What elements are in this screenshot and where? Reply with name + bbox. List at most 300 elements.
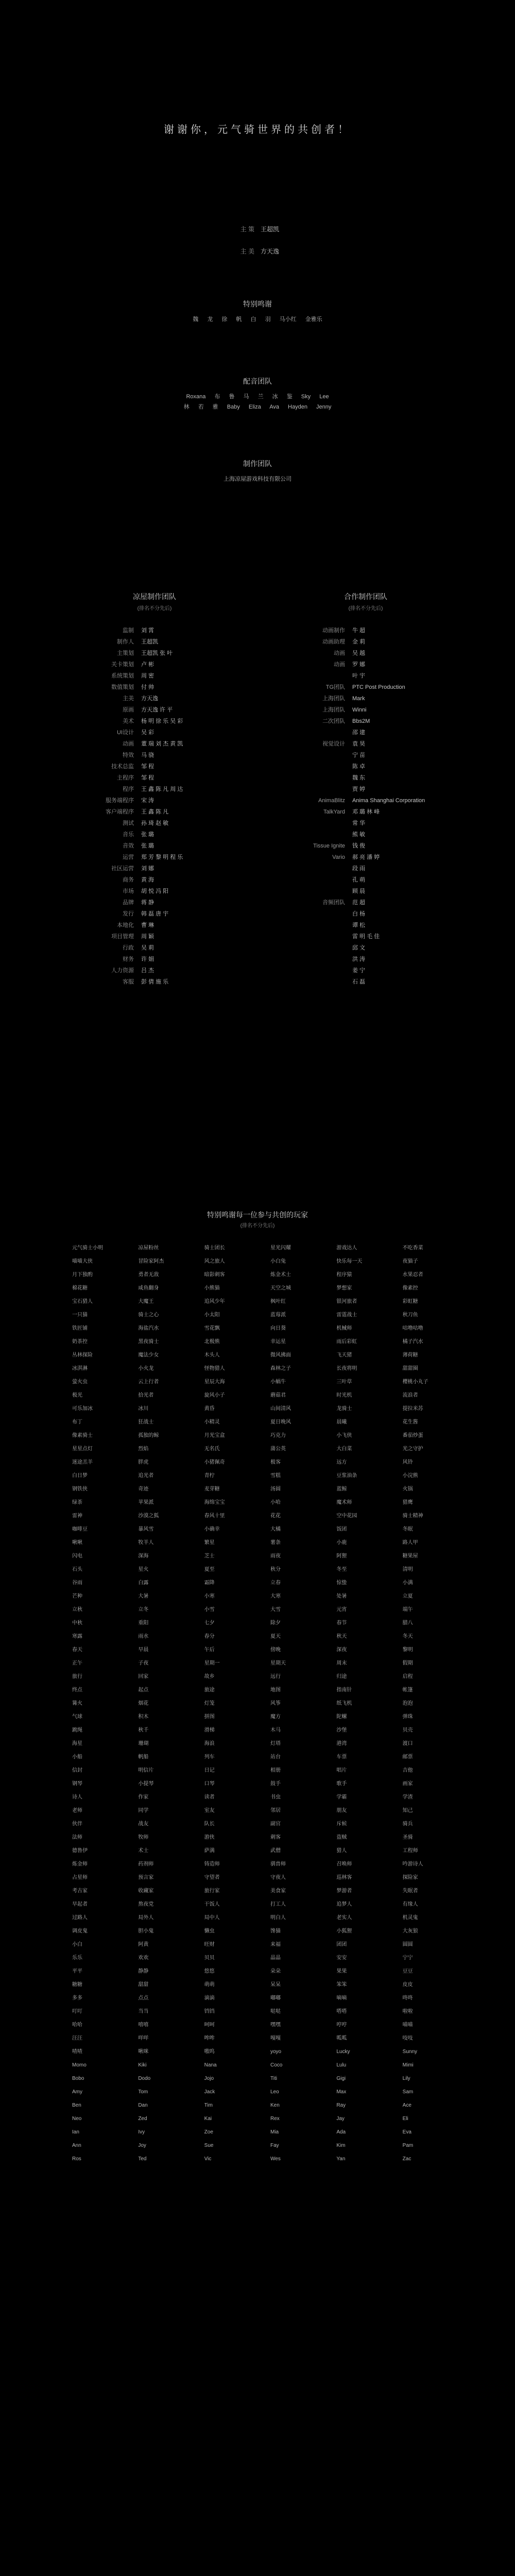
player-name: 滴滴	[204, 1995, 215, 2001]
credit-role: 音乐	[123, 832, 134, 838]
player-name: 啾啾	[72, 1540, 82, 1546]
player-name: 霜降	[204, 1580, 215, 1586]
player-name: 小船	[72, 1754, 82, 1760]
credit-role	[268, 670, 352, 682]
thanks-name: 马小红	[279, 316, 297, 323]
credit-role	[268, 761, 352, 772]
credit-row	[57, 840, 252, 852]
voice-name: 马 兰	[243, 394, 264, 400]
credit-role: 关卡策划	[111, 662, 134, 668]
player-name: 打工人	[270, 1902, 286, 1907]
player-name: Mia	[270, 2129, 279, 2135]
credit-row	[57, 772, 252, 784]
voice-name: 冰 鉴	[272, 394, 293, 400]
player-name: 处暑	[336, 1594, 347, 1599]
player-name: 哈哈	[72, 2022, 82, 2028]
player-name: 启程	[402, 1674, 413, 1680]
player-name: 胆小鬼	[138, 1928, 154, 1934]
player-name: 薄荷糖	[402, 1352, 418, 1358]
player-name: 呆呆	[270, 1982, 281, 1988]
player-name: Dodo	[138, 2076, 151, 2081]
player-name: 欢欢	[138, 1955, 149, 1961]
player-name: Ian	[72, 2129, 79, 2135]
player-name: 失眠者	[402, 1888, 418, 1894]
credit-row	[57, 897, 252, 908]
credit-names: 王超凯	[141, 639, 158, 645]
player-name: 预言家	[138, 1875, 154, 1880]
player-name: 星光闪耀	[270, 1245, 291, 1251]
credit-role: UI设计	[117, 730, 134, 736]
player-name: 知己	[402, 1808, 413, 1814]
player-name: 快乐每一天	[336, 1259, 363, 1264]
credit-row	[57, 852, 252, 863]
player-name: 绿茶	[72, 1500, 82, 1505]
player-name: Vic	[204, 2156, 212, 2162]
player-name: 蓝莓派	[270, 1312, 286, 1318]
lead-role: 主 美	[240, 248, 254, 255]
credit-row	[57, 965, 252, 976]
player-name: 哞哞	[204, 2036, 215, 2041]
credit-names: 魏 东	[352, 775, 366, 781]
player-name: Eli	[402, 2116, 408, 2122]
player-name: Jay	[336, 2116, 345, 2122]
credit-role: 原画	[123, 707, 134, 713]
player-name: 钢铁侠	[72, 1486, 88, 1492]
player-name: 邮票	[402, 1754, 413, 1760]
player-name: 蓝鲸	[336, 1486, 347, 1492]
player-name: 路人甲	[402, 1540, 418, 1546]
credit-row	[268, 954, 464, 965]
credit-role: 制作人	[117, 639, 134, 645]
credit-names: 叶 宇	[352, 673, 366, 679]
player-name: 日记	[204, 1768, 215, 1773]
player-name: Kiki	[138, 2062, 147, 2068]
player-name: Jack	[204, 2089, 215, 2095]
credit-row	[57, 716, 252, 727]
player-name: 馋猫	[270, 1928, 281, 1934]
credit-role: 本地化	[117, 922, 134, 928]
credit-role: 音频团队	[322, 900, 345, 906]
player-name: 积木	[138, 1714, 149, 1720]
player-name: 咩咩	[138, 2036, 149, 2041]
player-name: 空中花园	[336, 1513, 357, 1519]
player-name: Ray	[336, 2103, 346, 2108]
player-name: 珊瑚	[138, 1741, 149, 1747]
player-name: 不吃香菜	[402, 1245, 423, 1251]
credit-row	[268, 772, 464, 784]
player-name: 口琴	[204, 1781, 215, 1787]
player-name: 烈焰	[138, 1446, 149, 1452]
player-name: 故乡	[204, 1674, 215, 1680]
player-name: 占星师	[72, 1875, 88, 1880]
player-name: 安安	[336, 1955, 347, 1961]
player-name: 追光者	[138, 1473, 154, 1479]
player-name: 腊八	[402, 1620, 413, 1626]
player-name: 药剂师	[138, 1861, 154, 1867]
player-name: 风筝	[270, 1701, 281, 1706]
credit-names: 顾 晨	[352, 888, 366, 894]
player-name: 傍晚	[270, 1647, 281, 1653]
player-name: 守夜人	[270, 1875, 286, 1880]
player-name: 喳喳	[72, 2049, 82, 2055]
player-name: 车票	[336, 1754, 347, 1760]
player-name: 骑兵	[402, 1821, 413, 1827]
player-name: Mimi	[402, 2062, 414, 2068]
player-name: 火锅	[402, 1486, 413, 1492]
ext-team-title: 合作制作团队	[344, 592, 387, 601]
player-name: Max	[336, 2089, 347, 2095]
player-name: 嘻嘻	[138, 2022, 149, 2028]
player-name: 正午	[72, 1660, 82, 1666]
player-name: 干饭人	[204, 1902, 220, 1907]
credit-names: 邵 建	[352, 730, 366, 736]
credit-names: 张 璐	[141, 843, 154, 849]
credit-row	[57, 761, 252, 772]
player-name: 北极熊	[204, 1339, 220, 1345]
player-name: 大橘	[270, 1527, 281, 1532]
credit-row	[57, 727, 252, 738]
player-name: 刺客	[270, 1835, 281, 1840]
player-name: 邻居	[270, 1808, 281, 1814]
player-name: 嗒嗒	[336, 2009, 347, 2014]
player-name: 美食家	[270, 1888, 286, 1894]
player-name: 巡林客	[336, 1875, 352, 1880]
player-name: 小白	[72, 1942, 82, 1947]
credit-role	[268, 818, 352, 829]
player-name: 提拉米苏	[402, 1406, 423, 1412]
credit-names: Mark	[352, 696, 365, 702]
player-name: 嗷呜	[204, 2049, 215, 2055]
player-name: 春风十里	[204, 1513, 225, 1519]
player-name: 雨后彩虹	[336, 1339, 357, 1345]
player-name: Zac	[402, 2156, 411, 2162]
player-name: 早晨	[138, 1647, 149, 1653]
player-name: 豆豆	[402, 1969, 413, 1974]
player-name: 冰川	[138, 1406, 149, 1412]
thanks-name: 徐 帆	[221, 316, 242, 323]
player-name: 薯条	[270, 1540, 281, 1546]
player-name: 吉他	[402, 1768, 413, 1773]
player-name: 小雪	[204, 1607, 215, 1613]
player-name: 繁星	[204, 1540, 215, 1546]
player-name: 谷雨	[72, 1580, 82, 1586]
player-name: 点点	[138, 1995, 149, 2001]
player-name: 星期天	[270, 1660, 286, 1666]
credit-names: 周 颖	[141, 934, 154, 940]
credit-role: 服务端程序	[106, 798, 134, 804]
player-name: 芝士	[204, 1553, 215, 1559]
credit-role: 客服	[123, 979, 134, 985]
player-name: 雪花飘	[204, 1326, 220, 1331]
player-name: 铁匠铺	[72, 1326, 88, 1331]
player-name: 惊蛰	[336, 1580, 347, 1586]
credit-names: 贾 婷	[352, 786, 366, 792]
player-name: 追梦人	[336, 1902, 352, 1907]
player-name: 宁宁	[402, 1955, 413, 1961]
lead-row	[0, 247, 515, 256]
credit-role	[268, 965, 352, 976]
credit-role: 项目管理	[111, 934, 134, 940]
player-name: 站台	[270, 1754, 281, 1760]
player-name: 冬天	[402, 1634, 413, 1639]
player-name: 小飞侠	[336, 1433, 352, 1438]
player-name: 水果忍者	[402, 1272, 423, 1278]
player-name: 悠悠	[204, 1969, 215, 1974]
credit-row	[268, 693, 464, 704]
player-name: Ivy	[138, 2129, 145, 2135]
credit-role: 动画	[123, 741, 134, 747]
credit-names: 方天逸 许 平	[141, 707, 173, 713]
credit-names: 彭 倩 施 乐	[141, 979, 169, 985]
player-name: 队长	[204, 1821, 215, 1827]
player-name: 黄昏	[204, 1406, 215, 1412]
player-name: 牧师	[138, 1835, 149, 1840]
player-name: 微风拂面	[270, 1352, 291, 1358]
player-name: 冰淇淋	[72, 1366, 88, 1371]
player-name: 子夜	[138, 1660, 149, 1666]
player-name: 牧羊人	[138, 1540, 154, 1546]
player-name: 喵喵	[402, 2022, 413, 2028]
credit-names: 孙 琦 赵 敏	[141, 820, 169, 826]
credit-role: 社区运营	[111, 866, 134, 872]
player-name: 天空之城	[270, 1285, 291, 1291]
player-name: 夏日晚风	[270, 1419, 291, 1425]
player-name: 星星点灯	[72, 1446, 93, 1452]
player-name: 像素控	[402, 1285, 418, 1291]
player-name: 果果	[336, 1969, 347, 1974]
voice-team-title: 配音团队	[243, 377, 272, 385]
credit-names: 曹 琳	[141, 922, 154, 928]
player-name: 终点	[72, 1687, 82, 1693]
thanks-name: 魏 龙	[193, 316, 213, 323]
credit-names: 韩 磊 唐 宇	[141, 911, 169, 917]
player-name: 幸运星	[270, 1339, 286, 1345]
credit-role: Tissue Ignite	[313, 843, 345, 849]
player-name: 午后	[204, 1647, 215, 1653]
credit-row	[268, 636, 464, 648]
player-name: 咚咚	[402, 1995, 413, 2001]
credit-row	[268, 829, 464, 840]
player-name: Pam	[402, 2143, 414, 2148]
player-name: Amy	[72, 2089, 82, 2095]
player-name: 帐篷	[402, 1687, 413, 1693]
player-name: 多多	[72, 1995, 82, 2001]
credit-names: 雷 明 毛 佳	[352, 934, 380, 940]
player-name: 呵呵	[204, 2022, 215, 2028]
credit-names: 许 娟	[141, 956, 154, 962]
credit-role: 商务	[123, 877, 134, 883]
player-name: 滑梯	[204, 1727, 215, 1733]
player-name: 程序猿	[336, 1272, 352, 1278]
player-name: Ros	[72, 2156, 81, 2162]
player-name: 泡泡	[402, 1701, 413, 1706]
credit-names: 邹 程	[141, 764, 154, 770]
player-name: 黑夜骑士	[138, 1339, 159, 1345]
player-name: 深海	[138, 1553, 149, 1559]
voice-name: Eliza	[248, 404, 261, 410]
voice-name: 布 鲁	[214, 394, 235, 400]
voice-line-2	[0, 402, 515, 412]
player-name: 炼金师	[72, 1861, 88, 1867]
players-title: 特别鸣谢每一位参与共创的玩家	[207, 1211, 308, 1219]
player-name: 当当	[138, 2009, 149, 2014]
player-name: Lily	[402, 2076, 410, 2081]
player-name: 小提琴	[138, 1781, 154, 1787]
ext-team-column	[268, 591, 464, 988]
leads-block	[0, 222, 515, 259]
player-name: 游侠	[204, 1835, 215, 1840]
player-name: 夏至	[204, 1567, 215, 1572]
player-name: 冒险家阿杰	[138, 1259, 164, 1264]
player-name: 斥候	[336, 1821, 347, 1827]
player-name: 晨曦	[336, 1419, 347, 1425]
credit-names: 王 鑫 陈 凡	[141, 809, 169, 815]
player-name: 书虫	[270, 1794, 281, 1800]
credit-names: Winni	[352, 707, 367, 713]
player-name: 相册	[270, 1768, 281, 1773]
player-name: 云上行者	[138, 1379, 159, 1385]
player-name: 圆圆	[402, 1942, 413, 1947]
player-name: Bobo	[72, 2076, 84, 2081]
credit-row	[57, 908, 252, 920]
player-name: Kim	[336, 2143, 346, 2148]
production-company: 上海凉屋游戏科技有限公司	[224, 476, 291, 482]
credit-row	[57, 818, 252, 829]
player-name: 炼金术士	[270, 1272, 291, 1278]
player-name: 山间清风	[270, 1406, 291, 1412]
player-name: Zoe	[204, 2129, 213, 2135]
credit-row	[57, 648, 252, 659]
player-name: Tom	[138, 2089, 148, 2095]
player-name: 归途	[336, 1674, 347, 1680]
player-name: 圣骑	[402, 1835, 413, 1840]
player-name: 甜甜圈	[402, 1366, 418, 1371]
credit-names: 袁 昊	[352, 741, 366, 747]
player-name: Nana	[204, 2062, 217, 2068]
player-name: 召唤师	[336, 1861, 352, 1867]
credit-row	[268, 704, 464, 716]
credit-row	[268, 874, 464, 886]
credit-names: 付 帅	[141, 684, 154, 690]
player-name: 月光宝盒	[204, 1433, 225, 1438]
credit-row	[268, 942, 464, 954]
player-name: 术士	[138, 1848, 149, 1854]
player-name: Rex	[270, 2116, 280, 2122]
player-name: 像素骑士	[72, 1433, 93, 1438]
player-name: Neo	[72, 2116, 82, 2122]
player-name: 萤火虫	[72, 1379, 88, 1385]
credit-names: 方天逸	[141, 696, 158, 702]
credit-row	[57, 954, 252, 965]
player-name: 嘿嘿	[270, 2022, 281, 2028]
player-name: 旅行	[72, 1674, 82, 1680]
player-name: 极客	[270, 1460, 281, 1465]
player-name: 工程师	[402, 1848, 418, 1854]
voice-team-block	[0, 376, 515, 412]
credit-names: 宋 涛	[141, 798, 154, 804]
player-name: 小太阳	[204, 1312, 220, 1318]
player-name: 哼哼	[336, 2022, 347, 2028]
player-name: Fay	[270, 2143, 279, 2148]
player-name: Kai	[204, 2116, 212, 2122]
player-name: 大寒	[270, 1594, 281, 1599]
player-name: 猎鹰	[402, 1500, 413, 1505]
player-name: Coco	[270, 2062, 283, 2068]
player-name: 渡口	[402, 1741, 413, 1747]
player-name: Sam	[402, 2089, 414, 2095]
player-name: 秋千	[138, 1727, 149, 1733]
player-name: 蒲公英	[270, 1446, 286, 1452]
credit-row	[57, 829, 252, 840]
credit-role: 主策划	[117, 650, 134, 656]
player-name: 沙堡	[336, 1727, 347, 1733]
player-name: 旅途	[204, 1687, 215, 1693]
credit-row	[57, 931, 252, 942]
player-name: 樱桃小丸子	[402, 1379, 428, 1385]
player-name: 探险家	[402, 1875, 418, 1880]
player-name: 灯笼	[204, 1701, 215, 1706]
credit-row	[268, 931, 464, 942]
player-name: 秋刀鱼	[402, 1312, 418, 1318]
player-name: 贝壳	[402, 1727, 413, 1733]
credit-names: 董 瑞 刘 杰 黄 凯	[141, 741, 183, 747]
player-name: 黎明	[402, 1647, 413, 1653]
player-name: 读者	[204, 1794, 215, 1800]
credit-names: 宁 苗	[352, 752, 366, 758]
credit-row	[57, 682, 252, 693]
credit-role: 运营	[123, 854, 134, 860]
credit-row	[57, 670, 252, 682]
player-name: 冬眠	[402, 1527, 413, 1532]
credit-role	[268, 954, 352, 965]
dev-team-column	[57, 591, 252, 988]
credit-names: 金 莉	[352, 639, 366, 645]
player-name: 向日葵	[270, 1326, 286, 1331]
player-name: 流浪者	[402, 1393, 418, 1398]
player-name: 懒虫	[204, 1928, 215, 1934]
player-name: 中秋	[72, 1620, 82, 1626]
credit-role: 音效	[123, 843, 134, 849]
player-name: 室友	[204, 1808, 215, 1814]
player-name: Ada	[336, 2129, 346, 2135]
player-name: 喵喵大侠	[72, 1259, 93, 1264]
player-name: 星辰大海	[204, 1379, 225, 1385]
player-name: 暴风雪	[138, 1527, 154, 1532]
player-name: 海盐汽水	[138, 1326, 159, 1331]
credit-role: 数值策划	[111, 684, 134, 690]
player-name: 嘀嘀	[336, 1995, 347, 2001]
lead-role: 主 策	[240, 226, 254, 233]
player-name: 夏天	[270, 1634, 281, 1639]
credit-row	[268, 976, 464, 988]
player-name: 重阳	[138, 1620, 149, 1626]
player-name: 驯兽师	[270, 1861, 286, 1867]
credit-names: 卢 彬	[141, 662, 154, 668]
player-name: 小火龙	[138, 1366, 154, 1371]
credit-row	[268, 863, 464, 874]
special-thanks-block	[0, 299, 515, 325]
player-name: 纸飞机	[336, 1701, 352, 1706]
player-name: 拼图	[204, 1714, 215, 1720]
credit-row	[57, 784, 252, 795]
player-name: 弹珠	[402, 1714, 413, 1720]
thanks-name: 金雅乐	[305, 316, 322, 323]
player-name: 三叶草	[336, 1379, 352, 1385]
player-name: 盗贼	[336, 1835, 347, 1840]
player-name: 贝贝	[204, 1955, 215, 1961]
player-name: 回家	[138, 1674, 149, 1680]
player-name: yoyo	[270, 2049, 282, 2055]
